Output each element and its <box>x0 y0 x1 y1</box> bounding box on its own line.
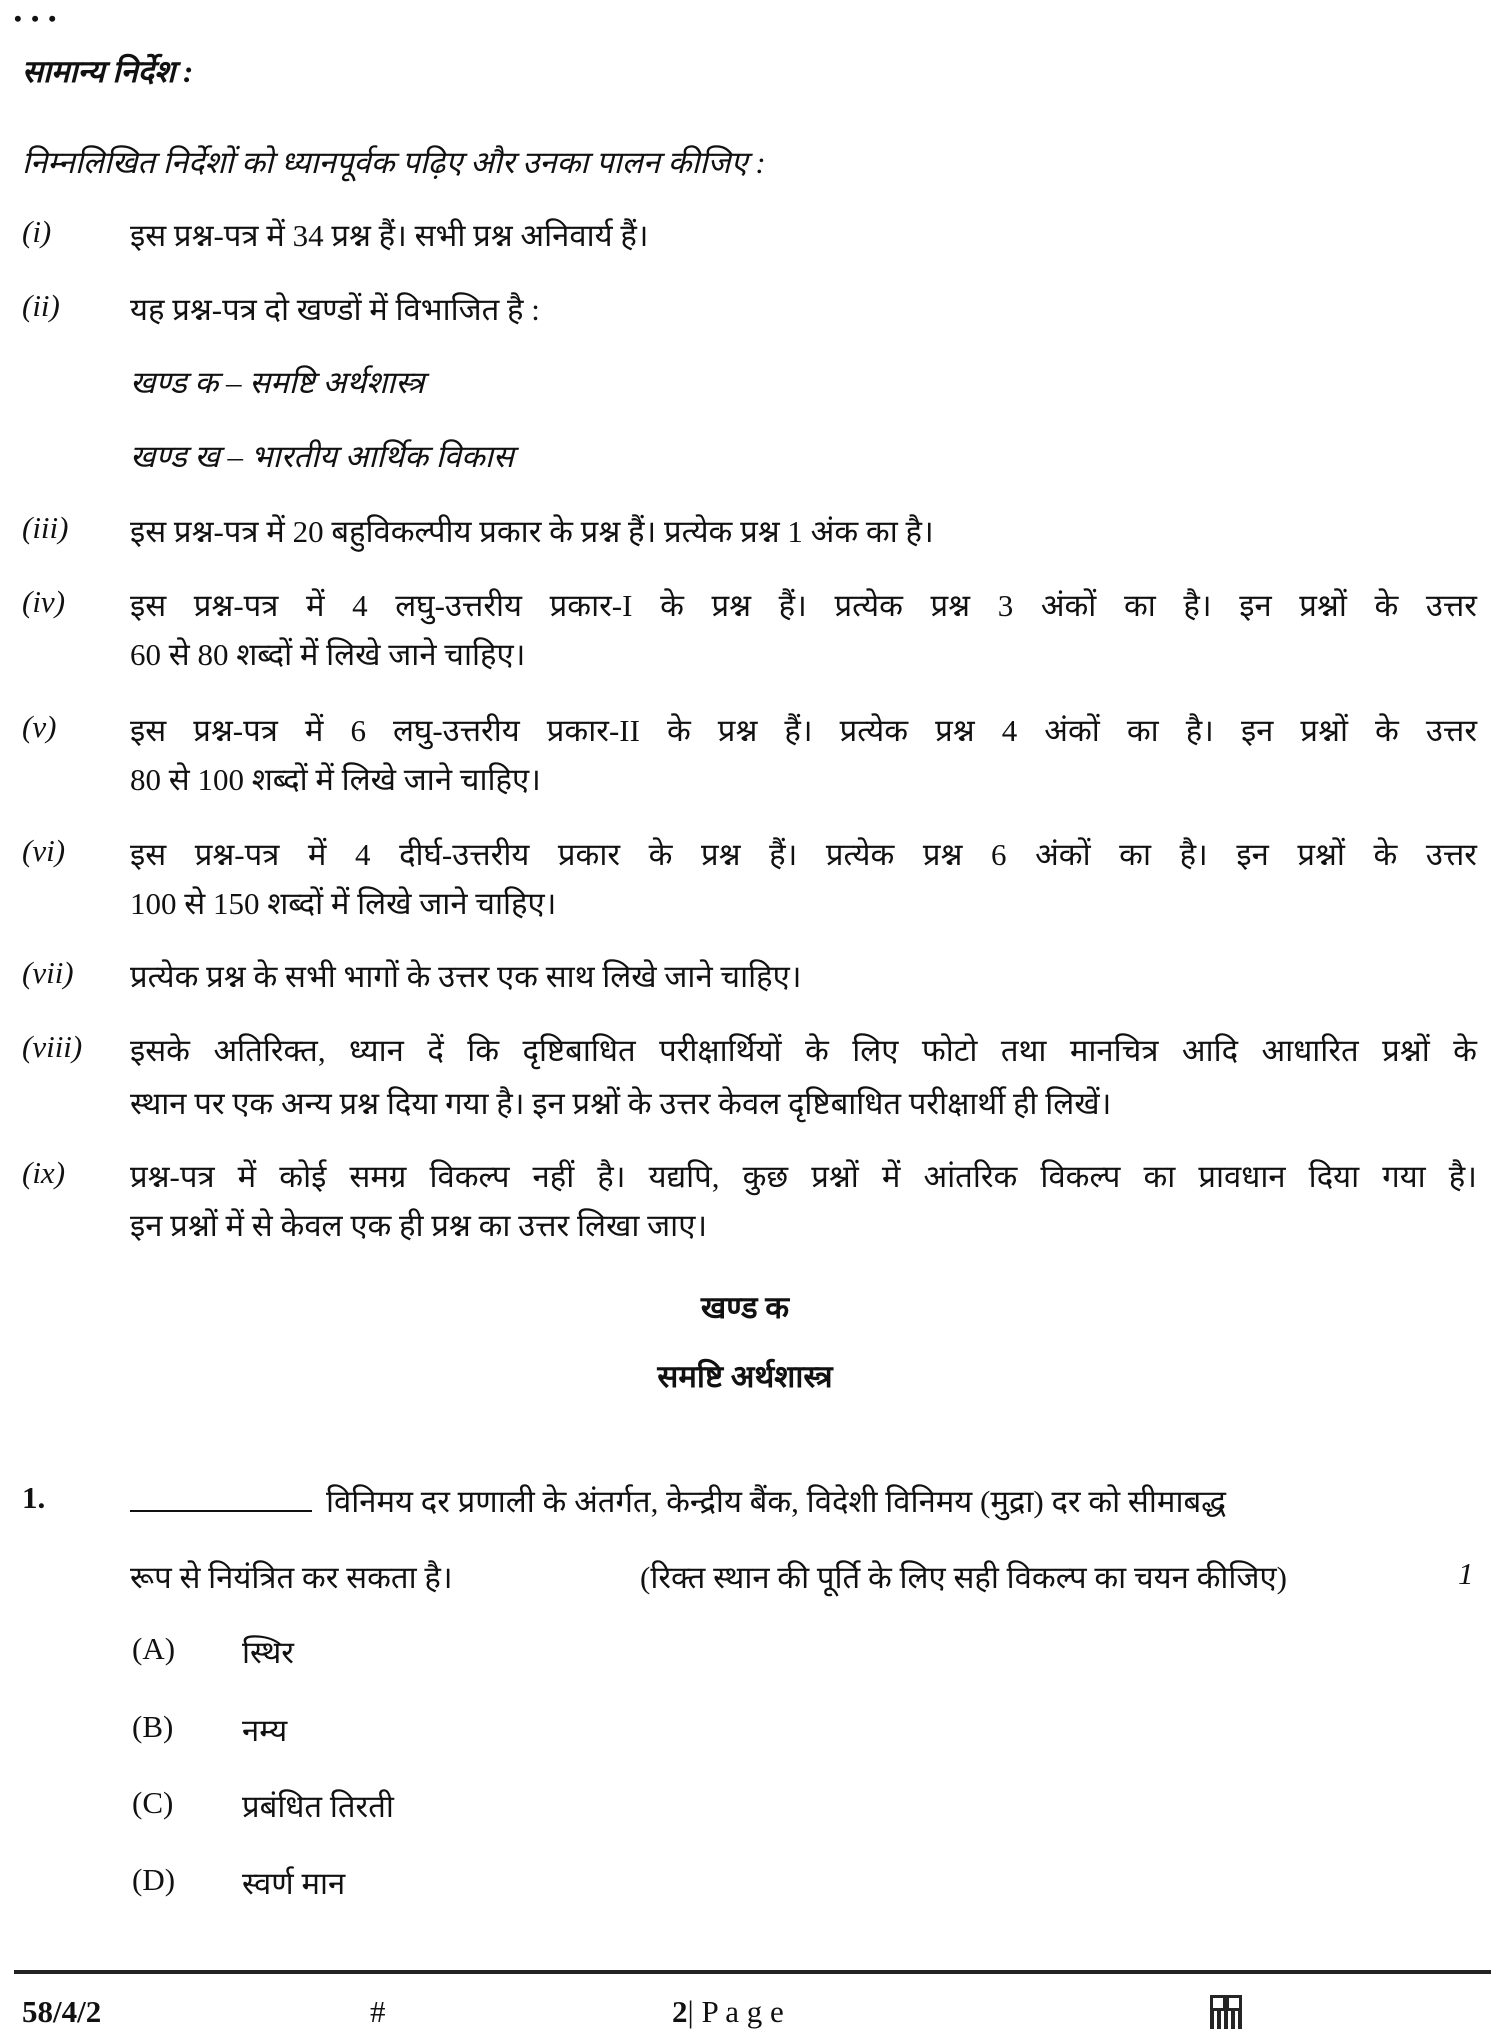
section-title: खण्ड क <box>700 1290 790 1325</box>
item-text: इन प्रश्नों में से केवल एक ही प्रश्न का उत्तर लिखा जाए। <box>130 1208 708 1243</box>
option-label: (B) <box>132 1709 174 1744</box>
item-text: इस प्रश्न-पत्र में 4 लघु-उत्तरीय प्रकार-I के प्रश्न हैं। प्रत्येक प्रश्न 3 अंकों का है। इन प्रश्नों के उत्तर <box>130 588 1477 623</box>
option-text[interactable]: नम्य <box>242 1713 288 1748</box>
item-text: 80 से 100 शब्दों में लिखे जाने चाहिए। <box>130 762 541 797</box>
item-number: (v) <box>22 709 57 744</box>
question-line-2: रूप से नियंत्रित कर सकता है। <box>130 1560 453 1595</box>
item-text: इस प्रश्न-पत्र में 20 बहुविकल्पीय प्रकार के प्रश्न हैं। प्रत्येक प्रश्न 1 अंक का है। <box>130 514 934 549</box>
item-number: (vi) <box>22 833 66 868</box>
option-label: (A) <box>132 1631 176 1666</box>
item-text: स्थान पर एक अन्य प्रश्न दिया गया है। इन प्रश्नों के उत्तर केवल दृष्टिबाधित परीक्षार्थी ही लिखें। <box>130 1086 1112 1121</box>
item-number: (i) <box>22 214 52 249</box>
footer-code: 58/4/2 <box>22 1994 102 2029</box>
question-hint: (रिक्त स्थान की पूर्ति के लिए सही विकल्प का चयन कीजिए) <box>640 1560 1287 1595</box>
blank-fill <box>130 1510 312 1512</box>
option-label: (D) <box>132 1862 176 1897</box>
section-subtitle: समष्टि अर्थशास्त्र <box>657 1359 833 1394</box>
item-number: (iv) <box>22 584 66 619</box>
item-number: (ix) <box>22 1155 66 1190</box>
menu-dots[interactable]: • • • <box>14 6 59 31</box>
item-number: (ii) <box>22 288 60 323</box>
item-text: 100 से 150 शब्दों में लिखे जाने चाहिए। <box>130 886 557 921</box>
item-text: प्रत्येक प्रश्न के सभी भागों के उत्तर एक साथ लिखे जाने चाहिए। <box>130 959 802 994</box>
option-text[interactable]: स्थिर <box>242 1635 294 1670</box>
page-number: 2 <box>672 1994 688 2029</box>
question-marks: 1 <box>1458 1556 1474 1591</box>
instructions-intro: निम्नलिखित निर्देशों को ध्यानपूर्वक पढ़िए और उनका पालन कीजिए : <box>22 145 766 180</box>
item-text: यह प्रश्न-पत्र दो खण्डों में विभाजित है : <box>130 292 540 327</box>
item-text: इस प्रश्न-पत्र में 6 लघु-उत्तरीय प्रकार-II के प्रश्न हैं। प्रत्येक प्रश्न 4 अंकों का है। इन प्रश्नों के उत्तर <box>130 713 1477 748</box>
item-text: प्रश्न-पत्र में कोई समग्र विकल्प नहीं है। यद्यपि, कुछ प्रश्नों में आंतरिक विकल्प का प्रावधान दिया गया है। <box>130 1159 1477 1194</box>
question-number: 1. <box>22 1480 46 1515</box>
item-text: इसके अतिरिक्त, ध्यान दें कि दृष्टिबाधित परीक्षार्थियों के लिए फोटो तथा मानचित्र आदि आधारित प्रश्नों के <box>130 1033 1477 1068</box>
page-indicator <box>672 1994 784 2030</box>
section-summary: खण्ड ख – भारतीय आर्थिक विकास <box>130 439 514 474</box>
item-number: (viii) <box>22 1029 83 1064</box>
option-label: (C) <box>132 1785 174 1820</box>
question-line-1: विनिमय दर प्रणाली के अंतर्गत, केन्द्रीय बैंक, विदेशी विनिमय (मुद्रा) दर को सीमाबद्ध <box>130 1480 1226 1522</box>
item-number: (vii) <box>22 955 74 990</box>
option-text[interactable]: स्वर्ण मान <box>242 1866 346 1901</box>
section-summary: खण्ड क – समष्टि अर्थशास्त्र <box>130 365 425 400</box>
item-text: 60 से 80 शब्दों में लिखे जाने चाहिए। <box>130 637 526 672</box>
item-number: (iii) <box>22 510 69 545</box>
instructions-heading: सामान्य निर्देश : <box>22 54 194 89</box>
item-text: इस प्रश्न-पत्र में 34 प्रश्न हैं। सभी प्रश्न अनिवार्य हैं। <box>130 218 649 253</box>
qr-code-icon <box>1210 1995 1242 2029</box>
page-label: | P a g e <box>687 1994 784 2029</box>
option-text[interactable]: प्रबंधित तिरती <box>242 1789 394 1824</box>
footer-hash: # <box>370 1994 386 2029</box>
item-text: इस प्रश्न-पत्र में 4 दीर्घ-उत्तरीय प्रकार के प्रश्न हैं। प्रत्येक प्रश्न 6 अंकों का है। इन प्रश्नों के उत्तर <box>130 837 1477 872</box>
footer-divider <box>14 1970 1491 1974</box>
